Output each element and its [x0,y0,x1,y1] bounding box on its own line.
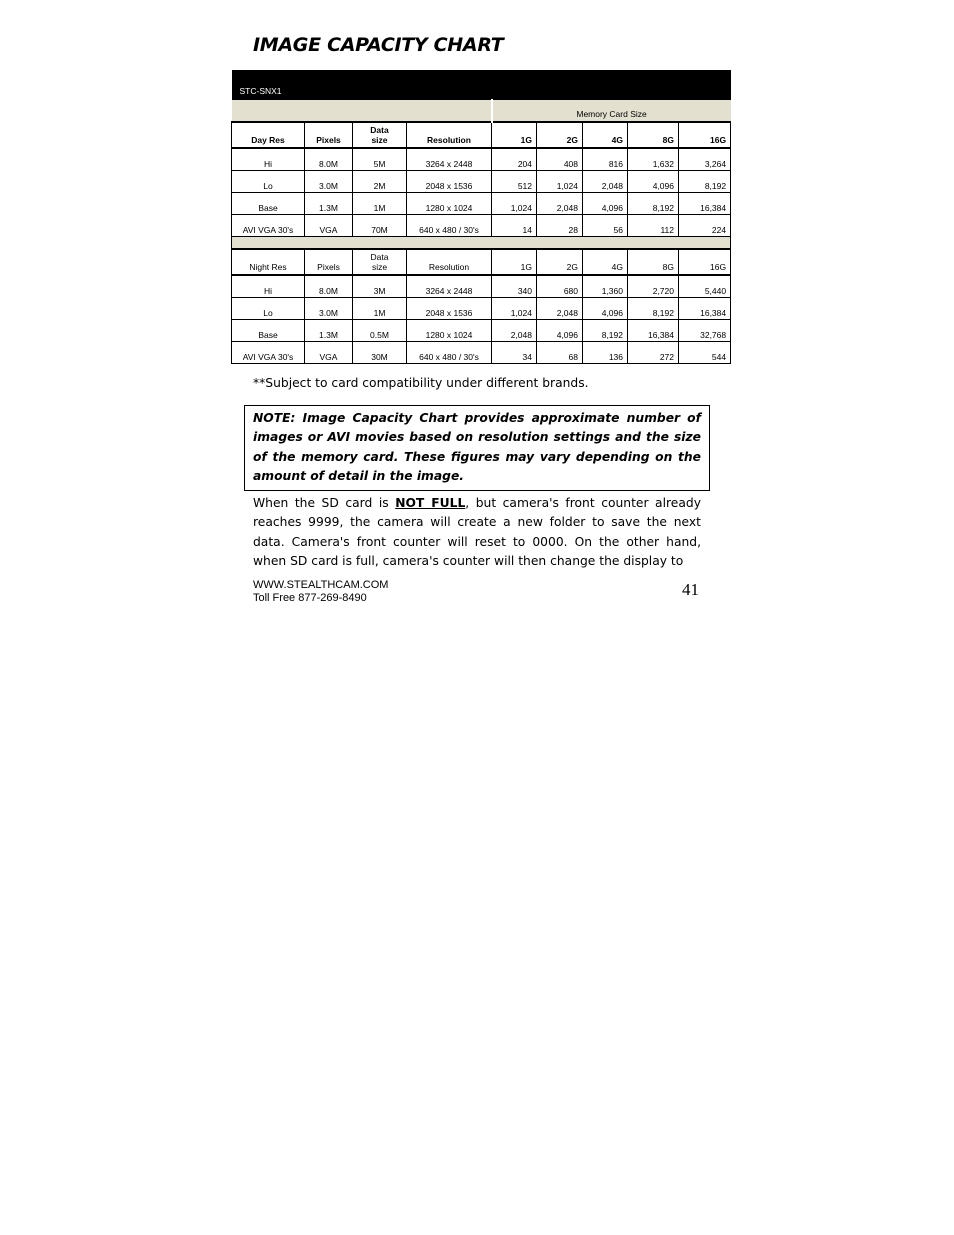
model-label: STC-SNX1 [232,70,731,100]
table-cell: 16,384 [679,193,731,215]
table-row [232,148,731,171]
column-header: 2G [537,249,583,275]
column-header: 16G [679,122,731,148]
day-header-row [232,122,731,148]
table-cell: 408 [537,148,583,171]
column-header: 16G [679,249,731,275]
column-header: Day Res [232,122,305,148]
table-cell: 2M [353,171,407,193]
table-cell: 4,096 [628,171,679,193]
column-header: 4G [583,249,628,275]
compatibility-note: **Subject to card compatibility under different brands. [253,376,589,390]
table-row [232,215,731,237]
memory-header-row [232,100,731,123]
table-cell: 224 [679,215,731,237]
table-cell: 204 [492,148,537,171]
table-cell: 4,096 [537,320,583,342]
footer-website: WWW.STEALTHCAM.COM [253,579,389,591]
table-cell: 28 [537,215,583,237]
table-cell: 2048 x 1536 [407,298,492,320]
table-cell: 56 [583,215,628,237]
model-row [232,70,731,100]
column-header: Resolution [407,122,492,148]
table-cell: 1,360 [583,275,628,298]
table-cell: 16,384 [679,298,731,320]
column-header: 2G [537,122,583,148]
column-header: Pixels [305,249,353,275]
capacity-note-box: NOTE: Image Capacity Chart provides approximate number of images or AVI movies based on resolution settings and the size of the memory card. These figures may vary depending on the amount of detail in the image. [244,405,710,491]
section-divider-row [232,237,731,250]
table-cell: 3M [353,275,407,298]
table-row [232,171,731,193]
table-row [232,298,731,320]
table-cell: 70M [353,215,407,237]
table-cell: 32,768 [679,320,731,342]
table-cell: Hi [232,275,305,298]
table-cell: 8,192 [679,171,731,193]
column-header: 8G [628,249,679,275]
table-cell: 0.5M [353,320,407,342]
table-cell: 8,192 [628,298,679,320]
table-cell: 1M [353,298,407,320]
table-cell: 1280 x 1024 [407,193,492,215]
table-cell: VGA [305,342,353,364]
table-cell: 3.0M [305,171,353,193]
table-cell: AVI VGA 30's [232,342,305,364]
table-cell: 14 [492,215,537,237]
table-cell: VGA [305,215,353,237]
table-cell: Base [232,193,305,215]
table-row [232,342,731,364]
page-title: IMAGE CAPACITY CHART [253,34,504,56]
table-cell: 2,048 [537,298,583,320]
paragraph-text-after: , but camera's front counter already reaches 9999, the camera will create a new folder to save the next data. Camera's front counter will reset to 0000. On the other hand, when SD card is full, camera's counter will then change the display to [253,496,701,568]
column-header: Night Res [232,249,305,275]
column-header: Data size [353,122,407,148]
table-cell: 5,440 [679,275,731,298]
table-row [232,275,731,298]
table-cell: 272 [628,342,679,364]
table-cell: 1M [353,193,407,215]
table-cell: 2,720 [628,275,679,298]
table-cell: 340 [492,275,537,298]
table-cell: 4,096 [583,193,628,215]
memory-card-size-header: Memory Card Size [492,100,731,123]
column-header: Pixels [305,122,353,148]
footer [253,579,388,605]
night-header-row [232,249,731,275]
footer-phone: Toll Free 877-269-8490 [253,592,367,604]
table-cell: 1,632 [628,148,679,171]
table-cell: 5M [353,148,407,171]
column-header: 1G [492,249,537,275]
table-cell: 1280 x 1024 [407,320,492,342]
column-header: 4G [583,122,628,148]
table-cell: 3264 x 2448 [407,148,492,171]
table-cell: 1,024 [492,193,537,215]
table-cell: 34 [492,342,537,364]
table-cell: 2048 x 1536 [407,171,492,193]
table-cell: 512 [492,171,537,193]
paragraph-text-before: When the SD card is [253,496,396,510]
section-divider [232,237,731,250]
table-cell: 8,192 [583,320,628,342]
table-cell: 68 [537,342,583,364]
table-cell: 3,264 [679,148,731,171]
table-cell: 640 x 480 / 30's [407,342,492,364]
table-cell: 1,024 [492,298,537,320]
table-cell: 136 [583,342,628,364]
table-cell: 1.3M [305,193,353,215]
column-header: 1G [492,122,537,148]
table-cell: 3264 x 2448 [407,275,492,298]
table-cell: 8.0M [305,275,353,298]
sd-card-paragraph [253,494,701,571]
table-cell: 640 x 480 / 30's [407,215,492,237]
table-cell: 1.3M [305,320,353,342]
table-cell: 8,192 [628,193,679,215]
table-cell: 2,048 [492,320,537,342]
table-cell: 16,384 [628,320,679,342]
table-cell: Lo [232,171,305,193]
column-header: Resolution [407,249,492,275]
image-capacity-table [231,70,731,364]
table-cell: AVI VGA 30's [232,215,305,237]
table-row [232,320,731,342]
table-cell: 1,024 [537,171,583,193]
table-cell: Lo [232,298,305,320]
column-header: 8G [628,122,679,148]
table-cell: 544 [679,342,731,364]
not-full-emphasis: NOT FULL [395,496,466,510]
table-cell: 680 [537,275,583,298]
page-number: 41 [682,580,699,599]
table-cell: 3.0M [305,298,353,320]
table-cell: 112 [628,215,679,237]
memory-header-spacer [232,100,492,123]
table-cell: 30M [353,342,407,364]
table-cell: 8.0M [305,148,353,171]
column-header: Data size [353,249,407,275]
table-cell: 2,048 [583,171,628,193]
table-cell: 4,096 [583,298,628,320]
table-cell: Base [232,320,305,342]
table-cell: 2,048 [537,193,583,215]
table-cell: Hi [232,148,305,171]
table-cell: 816 [583,148,628,171]
table-row [232,193,731,215]
